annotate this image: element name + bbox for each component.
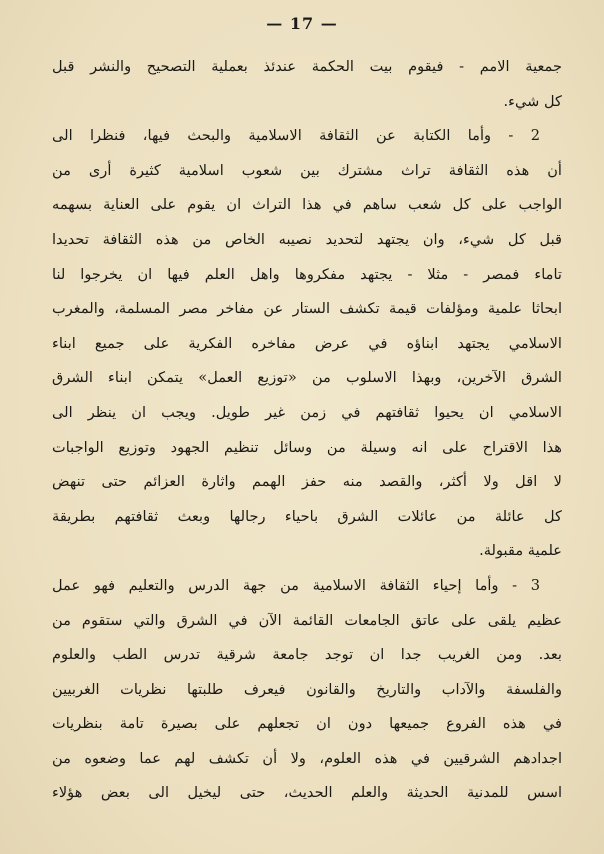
body-text: [52, 50, 562, 811]
text-line: في هذه الفروع جميعها دون ان تجعلهم على بصيرة تامة بنظريات: [52, 715, 562, 733]
text-line: كل عائلة من عائلات الشرق باحياء رجالها وبعث ثقافتهم بطريقة: [52, 507, 562, 525]
text-line: الاسلامي يجتهد ابناؤه في عرض مفاخره الفكرية على جميع ابناء: [52, 334, 562, 352]
text-line: تاماء فمصر - مثلا - يجتهد مفكروها واهل العلم فيها ان يخرجوا لنا: [52, 265, 562, 283]
text-line: الواجب على كل شعب ساهم في هذا التراث ان يقوم على العناية بسهمه: [52, 196, 562, 214]
text-line: كل شيء.: [503, 92, 562, 110]
text-line: اسس للمدنية الحديثة والعلم الحديث، حتى ليخيل الى بعض هؤلاء: [52, 784, 562, 802]
text-line: عظيم يلقى على عاتق الجامعات القائمة الآن في الشرق والتي ستقوم من: [52, 611, 562, 629]
text-line: ابحاثا علمية ومؤلفات قيمة تكشف الستار عن مفاخر مصر المسلمة، والمغرب: [52, 300, 562, 318]
text-line: 3 - وأما إحياء الثقافة الاسلامية من جهة الدرس والتعليم فهو عمل: [52, 576, 540, 594]
text-line: هذا الاقتراح على انه وسيلة من وسائل تنظيم الجهود وتوزيع الواجبات: [52, 438, 562, 456]
text-line: أن هذه الثقافة تراث مشترك بين شعوب اسلامية كثيرة أرى من: [52, 161, 562, 179]
text-line: الاسلامي ان يحيوا ثقافتهم في زمن غير طويل. ويجب ان ينظر الى: [52, 403, 562, 421]
text-line: لا اقل ولا أكثر، والقصد منه حفز الهمم واثارة العزائم حتى تنهض: [52, 473, 562, 491]
text-line: 2 - وأما الكتابة عن الثقافة الاسلامية والبحث فيها، فنظرا الى: [52, 127, 540, 145]
text-line: والفلسفة والآداب والتاريخ والقانون فيعرف طلبتها نظريات الغربيين: [52, 680, 562, 698]
text-line: قبل كل شيء، وان يجتهد لتحديد نصيبه الخاص من هذه الثقافة تحديدا: [52, 230, 562, 248]
text-line: جمعية الامم - فيقوم بيت الحكمة عندئذ بعملية التصحيح والنشر قبل: [52, 58, 562, 75]
page-number: — 17 —: [266, 14, 338, 33]
text-line: بعد. ومن الغريب جدا ان توجد جامعة شرقية تدرس الطب والعلوم: [52, 646, 562, 664]
text-line: علمية مقبولة.: [479, 542, 562, 560]
text-line: اجدادهم الشرقيين في هذه العلوم، ولا أن تكشف لهم عما وضعوه من: [52, 749, 562, 767]
text-line: الشرق الآخرين، وبهذا الاسلوب من «توزيع العمل» يتمكن ابناء الشرق: [52, 369, 562, 387]
